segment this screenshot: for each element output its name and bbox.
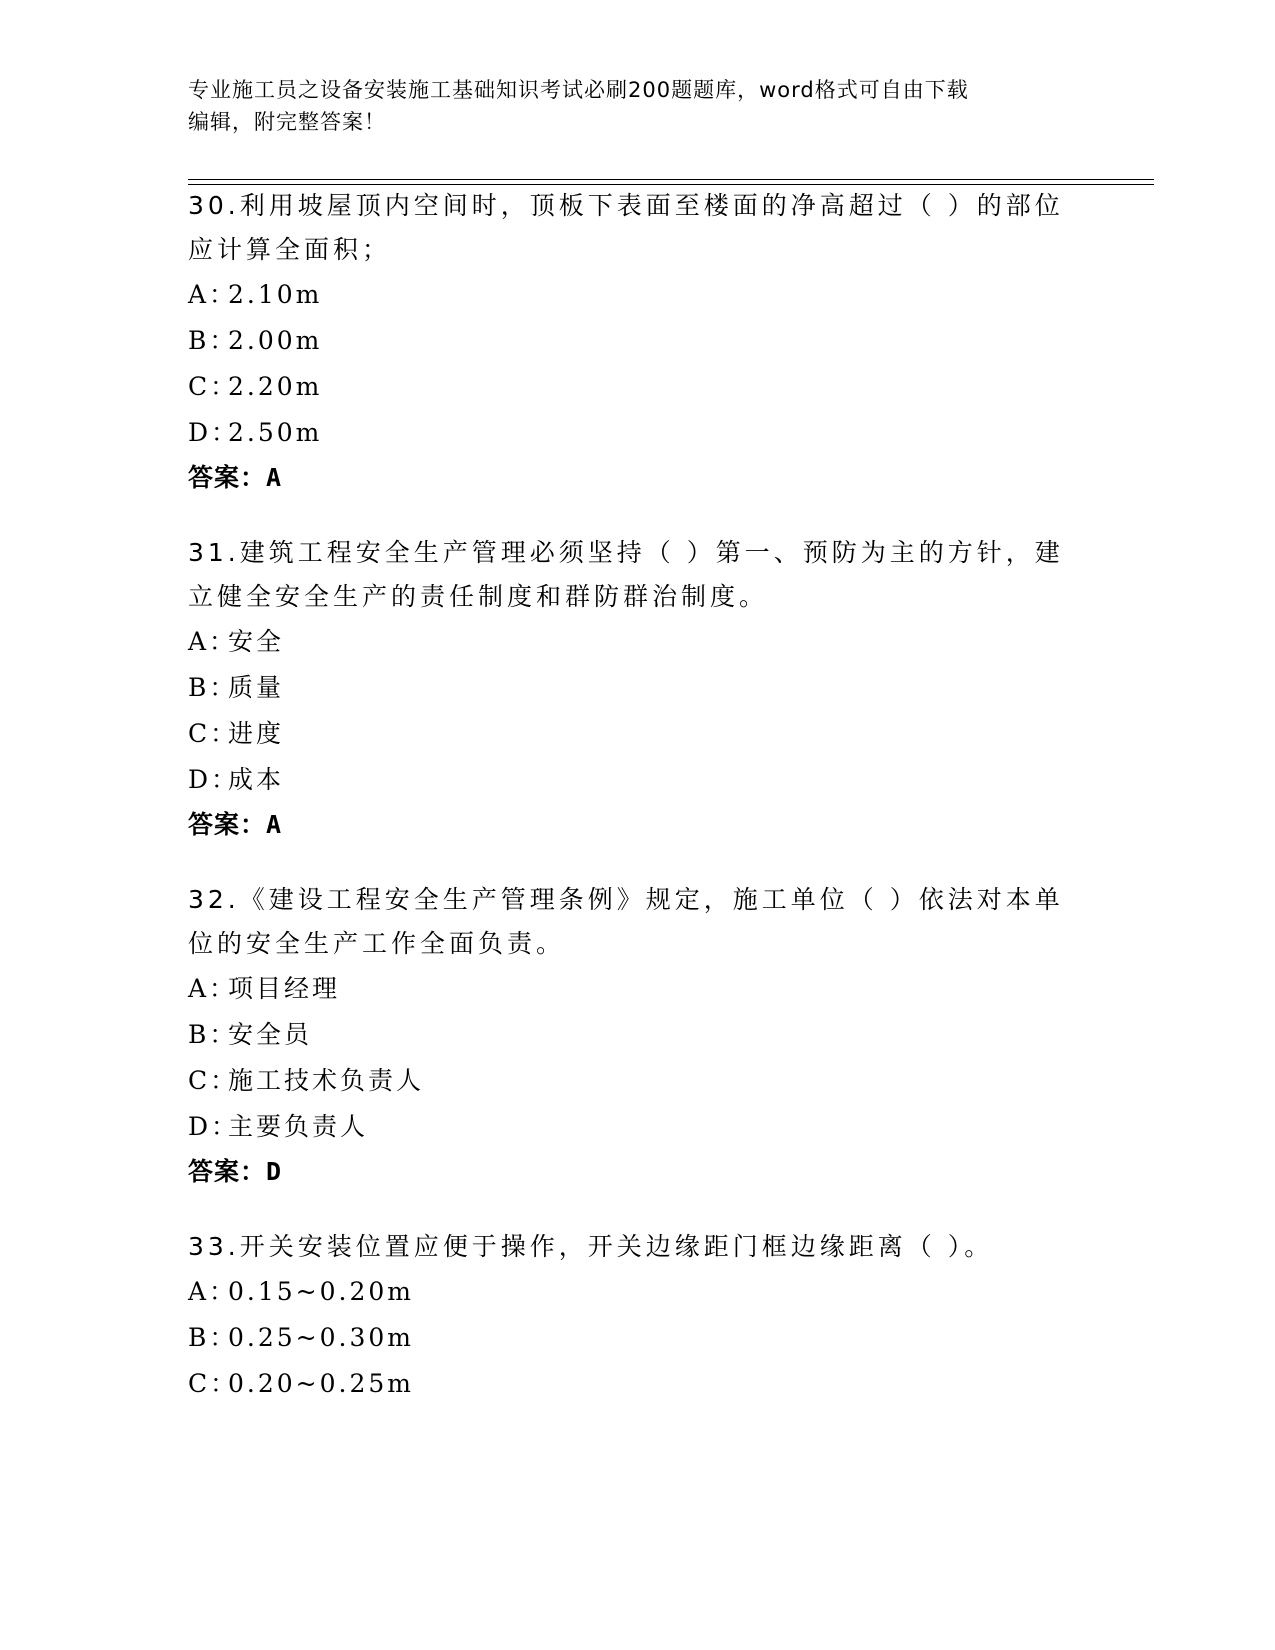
option-a xyxy=(188,966,1068,1012)
option-key: B： xyxy=(188,326,238,355)
question-stem-line2: 位的安全生产工作全面负责。 xyxy=(188,929,566,958)
option-key: C： xyxy=(188,1066,239,1095)
option-key: C： xyxy=(188,719,239,748)
answer-line xyxy=(188,456,1068,500)
option-d xyxy=(188,757,1068,803)
option-b xyxy=(188,1012,1068,1058)
header-divider-top xyxy=(188,179,1154,180)
question-stem-line1: 30.利用坡屋顶内空间时，顶板下表面至楼面的净高超过（ ）的部位 xyxy=(188,191,1064,220)
answer-label: 答案： xyxy=(188,463,267,492)
answer-value: A xyxy=(266,810,283,839)
option-a xyxy=(188,619,1068,665)
option-text: 0.20~0.25m xyxy=(228,1369,414,1398)
option-text: 安全 xyxy=(228,627,285,656)
option-d xyxy=(188,1104,1068,1150)
option-c xyxy=(188,711,1068,757)
option-text: 2.00m xyxy=(228,326,323,355)
option-key: B： xyxy=(188,673,238,702)
document-header xyxy=(188,74,1068,138)
option-text: 进度 xyxy=(228,719,285,748)
option-c xyxy=(188,1361,1068,1407)
option-text: 成本 xyxy=(228,765,285,794)
option-key: B： xyxy=(188,1323,238,1352)
answer-value: A xyxy=(266,463,283,492)
option-text: 2.20m xyxy=(228,372,323,401)
option-text: 质量 xyxy=(228,673,285,702)
option-key: D： xyxy=(188,1112,240,1141)
option-text: 安全员 xyxy=(228,1020,313,1049)
option-b xyxy=(188,665,1068,711)
option-text: 2.10m xyxy=(228,280,323,309)
question-30 xyxy=(188,184,1068,500)
option-text: 主要负责人 xyxy=(228,1112,369,1141)
option-text: 0.25~0.30m xyxy=(228,1323,414,1352)
question-stem-line1: 31.建筑工程安全生产管理必须坚持（ ）第一、预防为主的方针，建 xyxy=(188,538,1064,567)
option-key: D： xyxy=(188,418,240,447)
header-title-line2: 编辑，附完整答案！ xyxy=(188,110,386,134)
answer-value: D xyxy=(266,1157,283,1186)
option-text: 2.50m xyxy=(228,418,323,447)
question-stem-line2: 立健全安全生产的责任制度和群防群治制度。 xyxy=(188,582,769,611)
option-key: C： xyxy=(188,1369,239,1398)
answer-label: 答案： xyxy=(188,810,267,839)
answer-line xyxy=(188,803,1068,847)
option-text: 项目经理 xyxy=(228,974,341,1003)
question-31 xyxy=(188,531,1068,847)
question-33 xyxy=(188,1225,1068,1407)
option-key: A： xyxy=(188,974,238,1003)
option-a xyxy=(188,272,1068,318)
option-b xyxy=(188,318,1068,364)
option-key: C： xyxy=(188,372,239,401)
option-key: A： xyxy=(188,1277,238,1306)
header-title-line1: 专业施工员之设备安装施工基础知识考试必刷200题题库，word格式可自由下载 xyxy=(188,78,969,102)
option-c xyxy=(188,1058,1068,1104)
option-key: B： xyxy=(188,1020,238,1049)
option-key: D： xyxy=(188,765,240,794)
option-d xyxy=(188,410,1068,456)
option-c xyxy=(188,364,1068,410)
answer-label: 答案： xyxy=(188,1157,267,1186)
option-a xyxy=(188,1269,1068,1315)
option-text: 0.15~0.20m xyxy=(228,1277,414,1306)
option-key: A： xyxy=(188,280,238,309)
option-key: A： xyxy=(188,627,238,656)
question-stem-line1: 32.《建设工程安全生产管理条例》规定，施工单位（ ）依法对本单 xyxy=(188,885,1064,914)
question-stem-line1: 33.开关安装位置应便于操作，开关边缘距门框边缘距离（ ）。 xyxy=(188,1232,994,1261)
question-32 xyxy=(188,878,1068,1194)
question-stem-line2: 应计算全面积； xyxy=(188,235,392,264)
answer-line xyxy=(188,1150,1068,1194)
option-text: 施工技术负责人 xyxy=(228,1066,425,1095)
option-b xyxy=(188,1315,1068,1361)
